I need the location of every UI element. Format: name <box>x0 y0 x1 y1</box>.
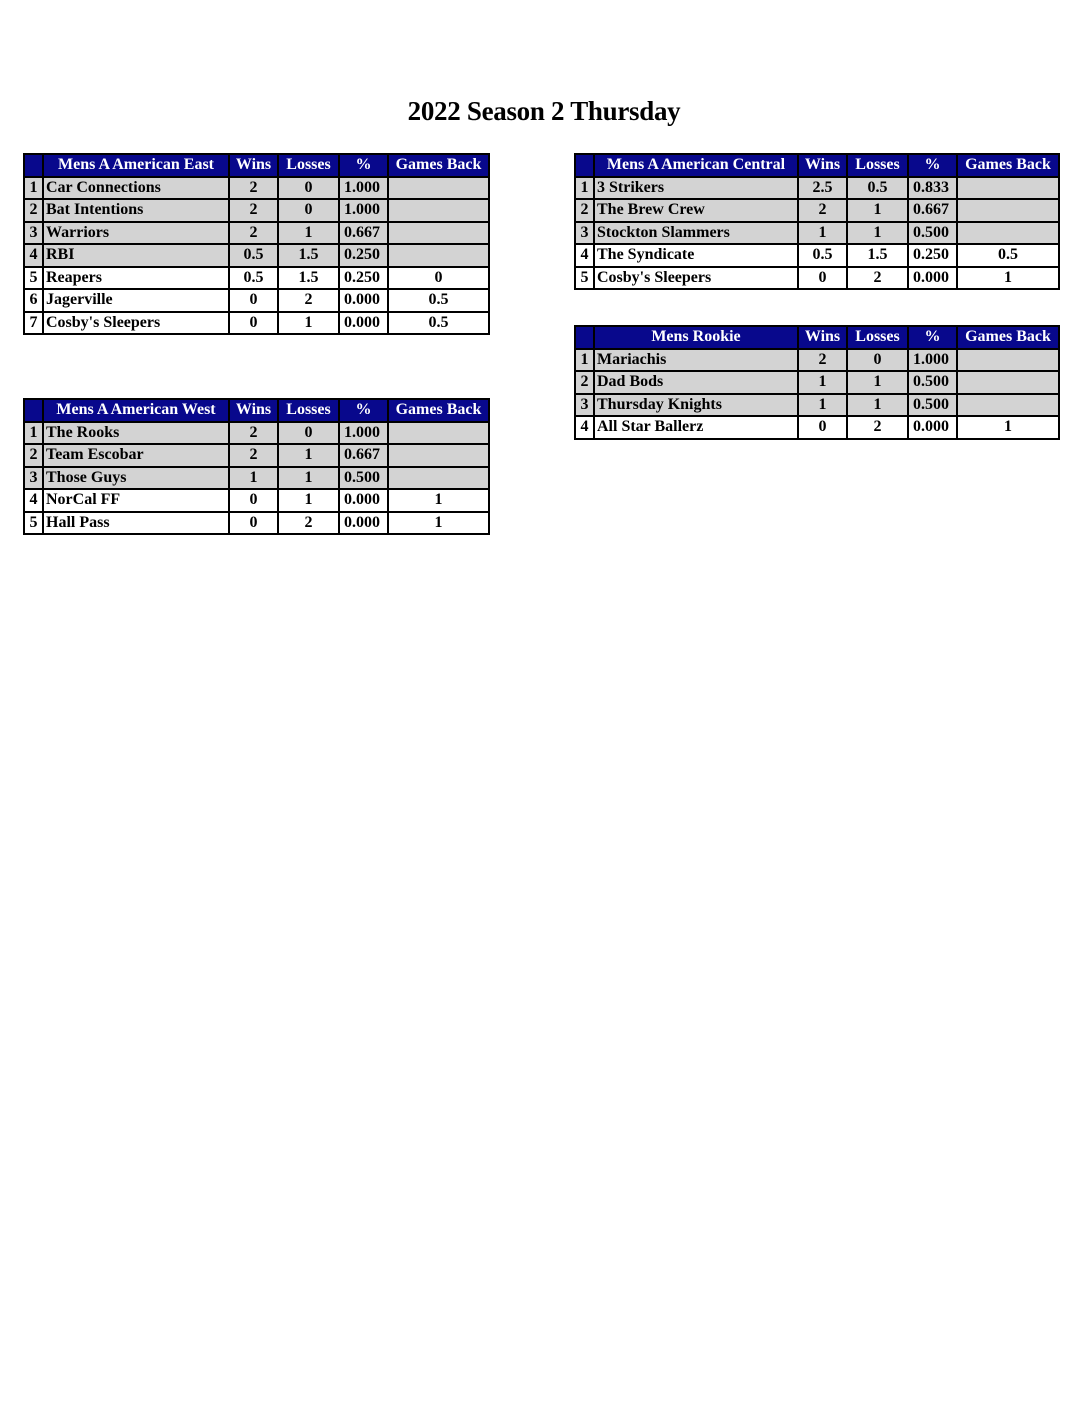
pct-value: 0.833 <box>908 177 957 200</box>
header-corner <box>575 326 594 349</box>
header-corner <box>24 399 43 422</box>
wins-value: 0 <box>229 512 278 535</box>
games-back-value <box>388 177 489 200</box>
team-name: Dad Bods <box>594 371 798 394</box>
col-games-back: Games Back <box>957 326 1059 349</box>
division-name: Mens Rookie <box>594 326 798 349</box>
col-losses: Losses <box>847 326 908 349</box>
header-row <box>575 154 1059 177</box>
losses-value: 1 <box>278 489 339 512</box>
col-games-back: Games Back <box>388 399 489 422</box>
rank-cell: 2 <box>575 199 594 222</box>
games-back-value: 1 <box>957 267 1059 290</box>
col-pct: % <box>908 154 957 177</box>
games-back-value: 0.5 <box>388 312 489 335</box>
team-name: Bat Intentions <box>43 199 229 222</box>
losses-value: 0 <box>847 349 908 372</box>
rank-cell: 3 <box>24 467 43 490</box>
pct-value: 1.000 <box>339 177 388 200</box>
table-row <box>575 394 1059 417</box>
rank-cell: 2 <box>24 444 43 467</box>
team-name: The Brew Crew <box>594 199 798 222</box>
rank-cell: 6 <box>24 289 43 312</box>
team-name: Team Escobar <box>43 444 229 467</box>
pct-value: 0.500 <box>908 371 957 394</box>
pct-value: 0.667 <box>339 444 388 467</box>
table-row <box>575 244 1059 267</box>
table-row <box>24 512 489 535</box>
team-name: RBI <box>43 244 229 267</box>
col-wins: Wins <box>229 154 278 177</box>
rank-cell: 1 <box>24 422 43 445</box>
team-name: Mariachis <box>594 349 798 372</box>
losses-value: 1 <box>847 371 908 394</box>
table-row <box>24 199 489 222</box>
rank-cell: 3 <box>575 222 594 245</box>
pct-value: 1.000 <box>908 349 957 372</box>
col-pct: % <box>339 154 388 177</box>
pct-value: 0.000 <box>339 512 388 535</box>
team-name: Car Connections <box>43 177 229 200</box>
wins-value: 0.5 <box>229 267 278 290</box>
pct-value: 0.000 <box>908 267 957 290</box>
table-row <box>24 244 489 267</box>
wins-value: 0 <box>229 312 278 335</box>
rank-cell: 7 <box>24 312 43 335</box>
table-row <box>24 444 489 467</box>
wins-value: 2 <box>229 422 278 445</box>
losses-value: 2 <box>847 416 908 439</box>
losses-value: 0 <box>278 177 339 200</box>
rank-cell: 5 <box>24 512 43 535</box>
col-wins: Wins <box>798 154 847 177</box>
games-back-value <box>388 222 489 245</box>
standings-table-east <box>23 153 490 335</box>
division-name: Mens A American West <box>43 399 229 422</box>
wins-value: 2 <box>798 199 847 222</box>
team-name: Stockton Slammers <box>594 222 798 245</box>
losses-value: 1 <box>278 222 339 245</box>
pct-value: 0.250 <box>339 267 388 290</box>
wins-value: 1 <box>798 222 847 245</box>
team-name: Reapers <box>43 267 229 290</box>
rank-cell: 4 <box>575 244 594 267</box>
col-wins: Wins <box>798 326 847 349</box>
games-back-value: 0 <box>388 267 489 290</box>
col-games-back: Games Back <box>388 154 489 177</box>
games-back-value <box>957 349 1059 372</box>
col-pct: % <box>339 399 388 422</box>
pct-value: 0.250 <box>339 244 388 267</box>
losses-value: 2 <box>278 512 339 535</box>
wins-value: 2 <box>229 222 278 245</box>
col-losses: Losses <box>278 399 339 422</box>
rank-cell: 3 <box>24 222 43 245</box>
rank-cell: 4 <box>24 244 43 267</box>
header-row <box>24 154 489 177</box>
rank-cell: 2 <box>575 371 594 394</box>
col-games-back: Games Back <box>957 154 1059 177</box>
losses-value: 2 <box>847 267 908 290</box>
rank-cell: 1 <box>24 177 43 200</box>
table-row <box>24 467 489 490</box>
games-back-value <box>957 199 1059 222</box>
pct-value: 0.000 <box>339 289 388 312</box>
team-name: Warriors <box>43 222 229 245</box>
table-row <box>575 199 1059 222</box>
wins-value: 2 <box>229 444 278 467</box>
table-row <box>24 489 489 512</box>
table-row <box>24 289 489 312</box>
standings-table-west <box>23 398 490 535</box>
rank-cell: 2 <box>24 199 43 222</box>
games-back-value <box>388 199 489 222</box>
table-row <box>575 222 1059 245</box>
wins-value: 1 <box>229 467 278 490</box>
pct-value: 1.000 <box>339 422 388 445</box>
games-back-value <box>388 467 489 490</box>
losses-value: 1 <box>278 467 339 490</box>
pct-value: 0.000 <box>339 312 388 335</box>
games-back-value <box>388 444 489 467</box>
header-row <box>575 326 1059 349</box>
standings-table-central <box>574 153 1060 290</box>
losses-value: 1.5 <box>278 267 339 290</box>
losses-value: 1 <box>278 312 339 335</box>
wins-value: 2 <box>798 349 847 372</box>
games-back-value <box>957 177 1059 200</box>
pct-value: 0.000 <box>339 489 388 512</box>
team-name: Those Guys <box>43 467 229 490</box>
rank-cell: 5 <box>575 267 594 290</box>
pct-value: 0.000 <box>908 416 957 439</box>
wins-value: 0 <box>229 489 278 512</box>
wins-value: 1 <box>798 394 847 417</box>
pct-value: 0.500 <box>339 467 388 490</box>
col-wins: Wins <box>229 399 278 422</box>
games-back-value <box>957 394 1059 417</box>
losses-value: 1 <box>847 199 908 222</box>
losses-value: 1 <box>278 444 339 467</box>
pct-value: 0.250 <box>908 244 957 267</box>
games-back-value: 0.5 <box>388 289 489 312</box>
standings-table-rookie <box>574 325 1060 440</box>
wins-value: 0 <box>798 267 847 290</box>
table-row <box>24 422 489 445</box>
rank-cell: 4 <box>575 416 594 439</box>
wins-value: 0 <box>229 289 278 312</box>
division-name: Mens A American East <box>43 154 229 177</box>
games-back-value <box>957 371 1059 394</box>
col-losses: Losses <box>278 154 339 177</box>
rank-cell: 5 <box>24 267 43 290</box>
rank-cell: 3 <box>575 394 594 417</box>
team-name: The Syndicate <box>594 244 798 267</box>
pct-value: 0.500 <box>908 222 957 245</box>
team-name: All Star Ballerz <box>594 416 798 439</box>
team-name: Cosby's Sleepers <box>594 267 798 290</box>
games-back-value: 0.5 <box>957 244 1059 267</box>
pct-value: 0.667 <box>908 199 957 222</box>
losses-value: 0 <box>278 199 339 222</box>
rank-cell: 1 <box>575 349 594 372</box>
wins-value: 2.5 <box>798 177 847 200</box>
losses-value: 1 <box>847 394 908 417</box>
team-name: Hall Pass <box>43 512 229 535</box>
header-corner <box>24 154 43 177</box>
wins-value: 0 <box>798 416 847 439</box>
header-row <box>24 399 489 422</box>
table-row <box>575 371 1059 394</box>
losses-value: 0 <box>278 422 339 445</box>
wins-value: 0.5 <box>229 244 278 267</box>
table-row <box>24 312 489 335</box>
table-row <box>24 222 489 245</box>
team-name: 3 Strikers <box>594 177 798 200</box>
page-title: 2022 Season 2 Thursday <box>407 96 681 126</box>
rank-cell: 4 <box>24 489 43 512</box>
table-row <box>575 267 1059 290</box>
table-row <box>24 177 489 200</box>
wins-value: 1 <box>798 371 847 394</box>
table-row <box>24 267 489 290</box>
games-back-value <box>388 244 489 267</box>
wins-value: 2 <box>229 199 278 222</box>
games-back-value: 1 <box>388 489 489 512</box>
wins-value: 2 <box>229 177 278 200</box>
table-row <box>575 416 1059 439</box>
header-corner <box>575 154 594 177</box>
col-losses: Losses <box>847 154 908 177</box>
losses-value: 1.5 <box>847 244 908 267</box>
team-name: Thursday Knights <box>594 394 798 417</box>
team-name: NorCal FF <box>43 489 229 512</box>
games-back-value <box>957 222 1059 245</box>
losses-value: 1 <box>847 222 908 245</box>
games-back-value: 1 <box>388 512 489 535</box>
team-name: The Rooks <box>43 422 229 445</box>
losses-value: 0.5 <box>847 177 908 200</box>
wins-value: 0.5 <box>798 244 847 267</box>
pct-value: 0.500 <box>908 394 957 417</box>
losses-value: 1.5 <box>278 244 339 267</box>
col-pct: % <box>908 326 957 349</box>
games-back-value <box>388 422 489 445</box>
pct-value: 1.000 <box>339 199 388 222</box>
table-row <box>575 349 1059 372</box>
team-name: Cosby's Sleepers <box>43 312 229 335</box>
division-name: Mens A American Central <box>594 154 798 177</box>
table-row <box>575 177 1059 200</box>
rank-cell: 1 <box>575 177 594 200</box>
games-back-value: 1 <box>957 416 1059 439</box>
team-name: Jagerville <box>43 289 229 312</box>
pct-value: 0.667 <box>339 222 388 245</box>
losses-value: 2 <box>278 289 339 312</box>
